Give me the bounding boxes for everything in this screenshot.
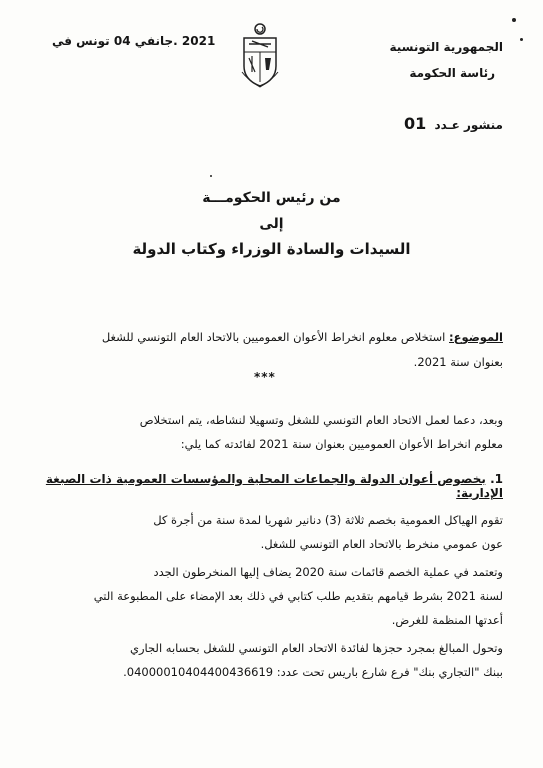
paragraph-3-line-1: وتحول المبالغ بمجرد حجزها لفائدة الاتحاد العام التونسي للشغل بحسابه الجاري [129, 641, 503, 655]
sender-title: من رئيس الحكومـــة [202, 190, 341, 206]
paragraph-3-line-2: ببنك "التجاري بنك" فرع شارع باريس تحت عدد: 04000010404400436619. [123, 665, 503, 679]
section-1-heading [37, 472, 503, 500]
scan-speck [520, 38, 523, 41]
section-1-number: 1. [490, 472, 503, 486]
republic-label: الجمهورية التونسية [389, 40, 503, 54]
recipients-title: السيدات والسادة الوزراء وكتاب الدولة [132, 240, 411, 258]
date-line: 2021 .جانفي 04 تونس في [52, 34, 216, 48]
paragraph-1-line-2: عون عمومي منخرط بالاتحاد العام التونسي للشغل. [260, 537, 503, 551]
to-label: إلى [259, 216, 284, 232]
subject-year: بعنوان سنة 2021. [413, 355, 503, 369]
government-label: رئاسة الحكومة [409, 66, 495, 80]
subject-label: الموضوع: [449, 330, 503, 344]
intro-line-1: وبعد، دعما لعمل الاتحاد العام التونسي للشغل وتسهيلا لنشاطه، يتم استخلاص [139, 413, 503, 427]
paragraph-2-line-1: وتعتمد في عملية الخصم قائمات سنة 2020 يضاف إليها المنخرطون الجدد [153, 565, 503, 579]
scan-speck [512, 18, 516, 22]
paragraph-2-line-2: لسنة 2021 بشرط قيامهم بتقديم طلب كتابي في ذلك بعد الإمضاء على المطبوعة التي [93, 589, 503, 603]
subject-text: استخلاص معلوم انخراط الأعوان العموميين بالاتحاد العام التونسي للشغل [101, 330, 446, 344]
separator-stars: *** [254, 370, 276, 384]
intro-line-2: معلوم انخراط الأعوان العموميين بعنوان سنة 2021 لفائدته كما يلي: [180, 437, 503, 451]
circular-number: منشور عـدد 01 [404, 114, 503, 133]
paragraph-2-line-3: أعدتها المنظمة للغرض. [391, 613, 503, 627]
subject-line [37, 325, 503, 349]
section-1-title: بخصوص أعوان الدولة والجماعات المحلية والمؤسسات العمومية ذات الصبغة الإدارية: [45, 472, 503, 500]
scan-speck [210, 175, 212, 177]
paragraph-1-line-1: تقوم الهياكل العمومية بخصم ثلاثة (3) دنانير شهريا لمدة سنة من أجرة كل [153, 513, 503, 527]
tunisia-coat-of-arms-icon [240, 22, 280, 88]
